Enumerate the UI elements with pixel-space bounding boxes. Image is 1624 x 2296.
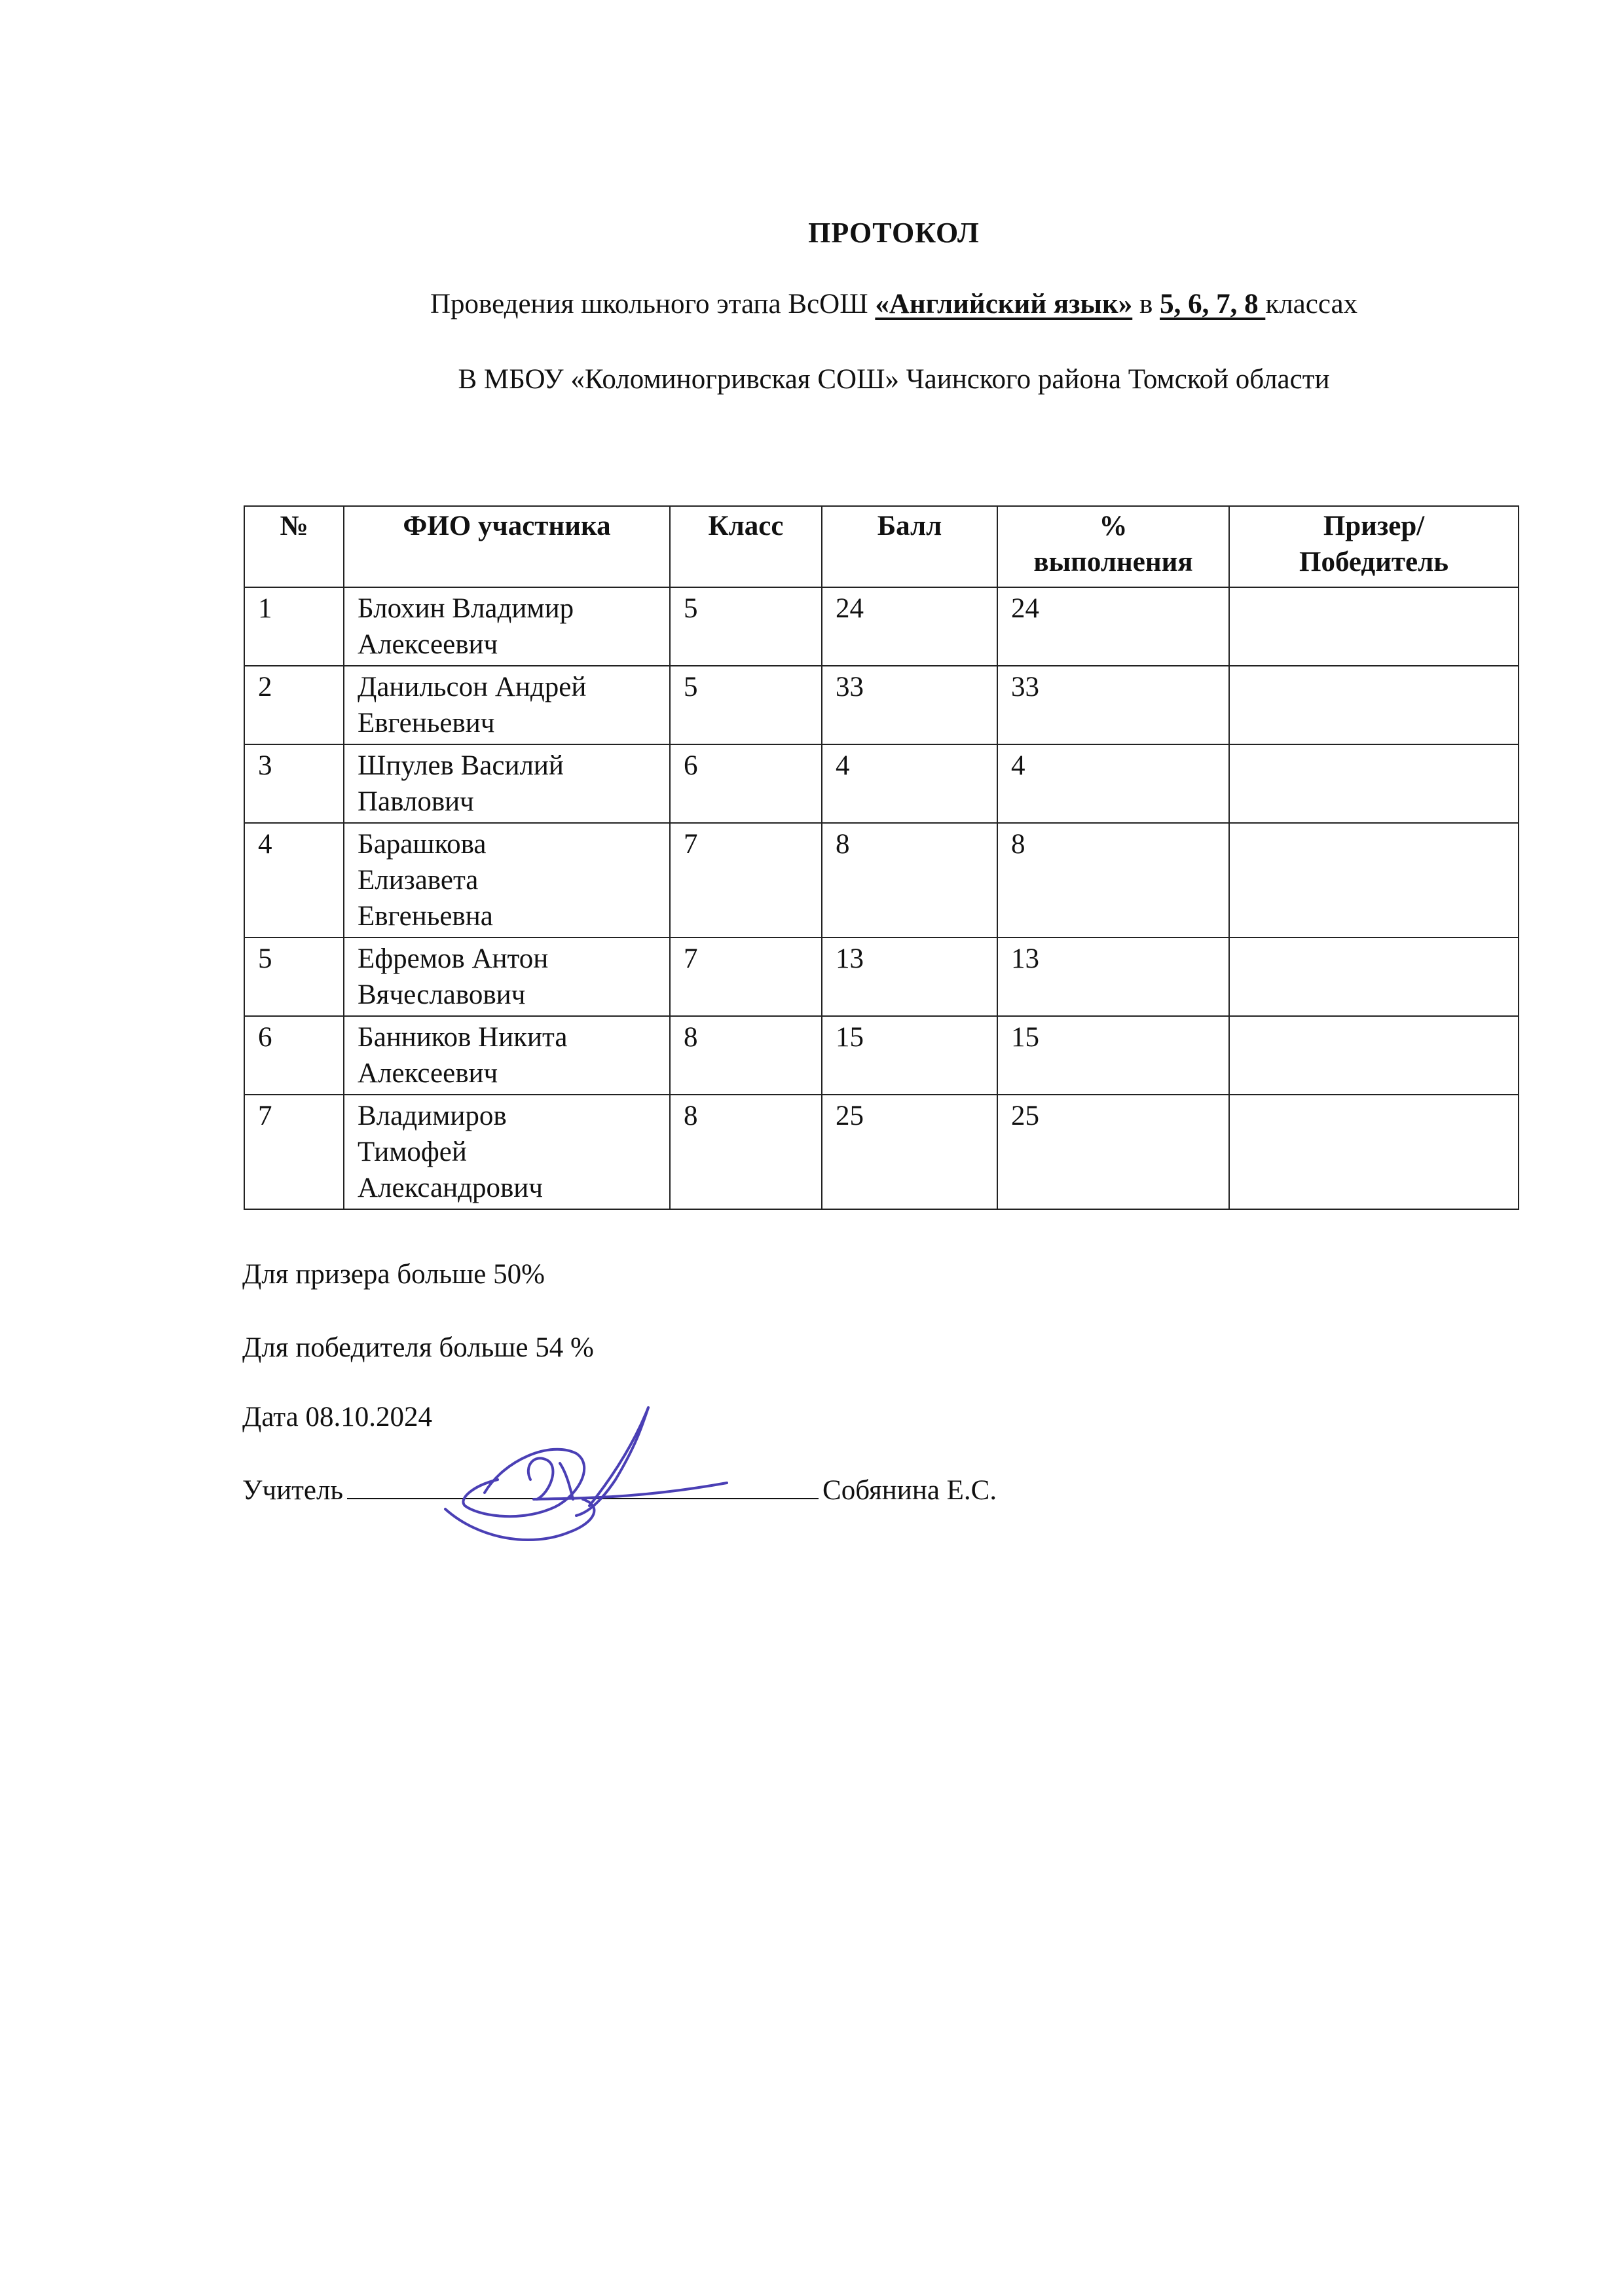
cell-num: 5 [244,938,344,1016]
cell-percent: 15 [997,1016,1229,1095]
cell-score: 8 [822,823,997,938]
cell-winner [1229,744,1519,823]
event-suffix: классах [1265,289,1358,319]
winner-threshold-note: Для победителя больше 54 % [242,1332,594,1363]
event-description [0,288,1624,320]
header-score: Балл [822,506,997,587]
cell-percent: 24 [997,587,1229,666]
cell-score: 15 [822,1016,997,1095]
cell-name [344,823,670,938]
cell-num: 1 [244,587,344,666]
cell-name [344,666,670,744]
header-class: Класс [670,506,822,587]
handwritten-signature [419,1401,733,1558]
cell-score: 13 [822,938,997,1016]
cell-winner [1229,666,1519,744]
header-winner-line2: Победитель [1299,547,1449,577]
cell-class: 7 [670,823,822,938]
header-num: № [244,506,344,587]
name-part: Данильсон Андрей [358,672,587,702]
document-title: ПРОТОКОЛ [808,217,980,249]
header-winner-line1: Призер/ [1323,511,1425,541]
cell-score: 4 [822,744,997,823]
name-part: Елизавета [358,865,479,896]
name-part: Алексеевич [358,629,498,660]
teacher-name: Собянина Е.С. [822,1475,997,1506]
cell-name [344,1095,670,1209]
name-part: Евгеньевич [358,708,495,738]
cell-class: 5 [670,587,822,666]
cell-score: 25 [822,1095,997,1209]
name-part: Александрович [358,1173,543,1203]
table-row [244,666,1519,744]
cell-score: 24 [822,587,997,666]
cell-num: 2 [244,666,344,744]
subject-name: «Английский язык» [875,289,1133,319]
cell-name [344,587,670,666]
table-body [244,587,1519,1209]
cell-percent: 8 [997,823,1229,938]
cell-name [344,1016,670,1095]
header-name: ФИО участника [344,506,670,587]
cell-winner [1229,938,1519,1016]
cell-num: 6 [244,1016,344,1095]
prize-threshold-note: Для призера больше 50% [242,1259,545,1290]
name-part: Блохин Владимир [358,593,574,624]
cell-name [344,938,670,1016]
cell-class: 6 [670,744,822,823]
table-row [244,587,1519,666]
results-table [244,505,1519,1210]
cell-class: 8 [670,1016,822,1095]
name-part: Ефремов Антон [358,943,549,974]
grades-list: 5, 6, 7, 8 [1160,289,1266,319]
cell-num: 7 [244,1095,344,1209]
cell-num: 4 [244,823,344,938]
name-part: Тимофей [358,1137,467,1167]
table-row [244,1016,1519,1095]
school-name: В МБОУ «Коломиногривская СОШ» Чаинского района Томской области [458,364,1330,395]
header-percent [997,506,1229,587]
table-row [244,744,1519,823]
cell-score: 33 [822,666,997,744]
cell-winner [1229,823,1519,938]
name-part: Павлович [358,786,474,817]
cell-percent: 13 [997,938,1229,1016]
cell-class: 5 [670,666,822,744]
date-note: Дата 08.10.2024 [242,1402,432,1432]
header-winner [1229,506,1519,587]
name-part: Евгеньевна [358,901,493,932]
name-part: Алексеевич [358,1058,498,1089]
table-row [244,1095,1519,1209]
cell-num: 3 [244,744,344,823]
cell-percent: 33 [997,666,1229,744]
cell-name [344,744,670,823]
event-mid: в [1132,289,1160,319]
cell-winner [1229,1016,1519,1095]
cell-winner [1229,587,1519,666]
header-percent-label: выполнения [1033,547,1193,577]
cell-class: 8 [670,1095,822,1209]
name-part: Шпулев Василий [358,750,564,781]
teacher-label: Учитель [242,1475,344,1506]
cell-percent: 25 [997,1095,1229,1209]
table-row [244,823,1519,938]
name-part: Банников Никита [358,1022,568,1053]
table-header-row [244,506,1519,587]
name-part: Вячеславович [358,979,526,1010]
cell-percent: 4 [997,744,1229,823]
table-row [244,938,1519,1016]
event-prefix: Проведения школьного этапа ВсОШ [430,289,876,319]
header-percent-sign: % [1099,511,1128,541]
cell-winner [1229,1095,1519,1209]
name-part: Владимиров [358,1101,507,1131]
cell-class: 7 [670,938,822,1016]
name-part: Барашкова [358,829,487,860]
